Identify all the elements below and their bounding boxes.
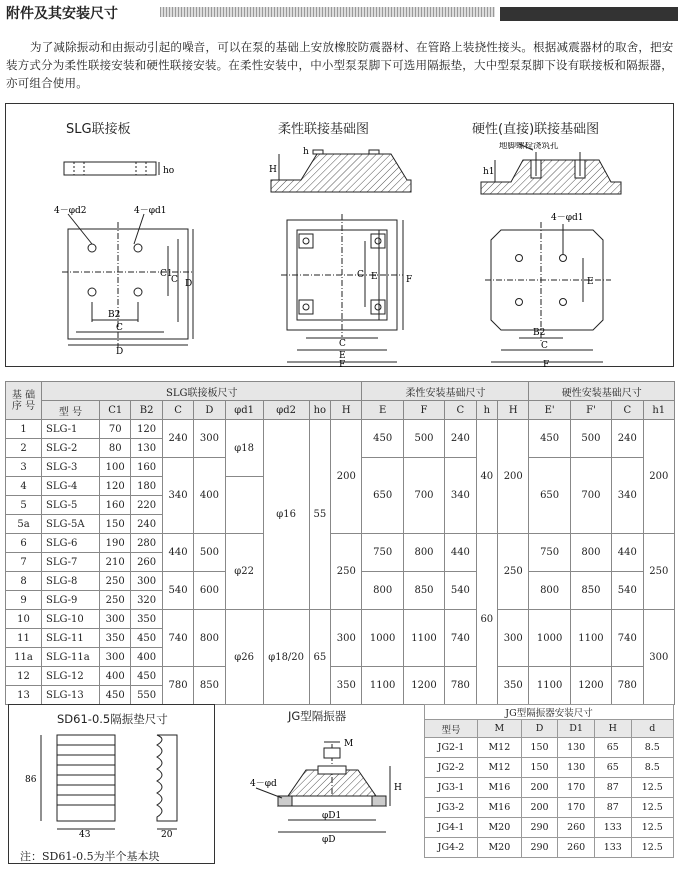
jg-cell: JG2-1 [425, 738, 478, 758]
jg-cell: JG4-1 [425, 818, 478, 838]
jg-cell: 130 [558, 758, 595, 778]
flex-f-bottom-label: F [339, 360, 346, 367]
cell-seq: 8 [6, 572, 42, 591]
cell-ff: 850 [403, 572, 444, 610]
jg-cell: 133 [594, 818, 631, 838]
jg-m-label: M [344, 739, 354, 749]
jg-cell: JG3-1 [425, 778, 478, 798]
cell-seq: 2 [6, 439, 42, 458]
sd61-h-label: 86 [25, 775, 37, 785]
cell-d: 300 [194, 420, 225, 458]
cell-rf: 850 [570, 572, 611, 610]
cell-seq: 9 [6, 591, 42, 610]
rigid-hole-label: 4－φd1 [551, 213, 584, 223]
cell-b2: 220 [131, 496, 162, 515]
jg-cell: M16 [478, 778, 522, 798]
cell-ff: 800 [403, 534, 444, 572]
cell-fe: 650 [362, 458, 403, 534]
jg-cell: 8.5 [631, 738, 673, 758]
sd61-panel [8, 704, 215, 864]
cell-rc: 240 [612, 420, 643, 458]
cell-rc: 340 [612, 458, 643, 534]
cell-model: SLG-7 [42, 553, 100, 572]
cell-fh: 350 [331, 667, 362, 705]
cell-c1: 300 [100, 610, 131, 629]
jg-cell: 8.5 [631, 758, 673, 778]
cell-c: 780 [162, 667, 193, 705]
cell-b2: 240 [131, 515, 162, 534]
table-row [425, 818, 674, 838]
cell-c1: 70 [100, 420, 131, 439]
sd61-w2-label: 20 [161, 830, 173, 837]
cell-model: SLG-11 [42, 629, 100, 648]
cell-fc: 240 [445, 420, 476, 458]
jg-d-label: φD [322, 835, 336, 845]
table-row [425, 798, 674, 818]
slg-d-label: D [185, 279, 193, 289]
jg-cell: JG4-2 [425, 838, 478, 858]
cell-model: SLG-3 [42, 458, 100, 477]
cell-re: 1000 [529, 610, 570, 667]
rigid-title: 硬性(直接)联接基础图 [472, 122, 600, 137]
cell-ho: 55 [309, 420, 330, 610]
rigid-b2-label: B2 [533, 328, 546, 338]
cell-seq: 10 [6, 610, 42, 629]
cell-seq: 1 [6, 420, 42, 439]
slg-c-bottom-label: C [116, 323, 123, 333]
sd61-w-label: 43 [79, 830, 91, 837]
jg-cell: 290 [521, 818, 558, 838]
th-c: C [162, 401, 193, 420]
cell-fc: 540 [445, 572, 476, 610]
cell-seq: 5a [6, 515, 42, 534]
jg-cell: 170 [558, 798, 595, 818]
header-decor-bar [160, 7, 495, 17]
jg-cell: 200 [521, 778, 558, 798]
jg-cell: M12 [478, 738, 522, 758]
slg-plate-drawing [46, 142, 246, 367]
slg-title: SLG联接板 [66, 122, 131, 137]
cell-rh: 200 [498, 420, 529, 534]
cell-fc: 340 [445, 458, 476, 534]
cell-model: SLG-1 [42, 420, 100, 439]
slg-hole1-label: 4－φd1 [134, 206, 167, 216]
cell-model: SLG-9 [42, 591, 100, 610]
th-slg: SLG联接板尺寸 [42, 382, 362, 401]
section-title: 附件及其安装尺寸 [6, 6, 118, 22]
th-model: 型 号 [42, 401, 100, 420]
flex-title: 柔性联接基础图 [278, 122, 370, 137]
cell-fh: 200 [331, 420, 362, 534]
th-fc: C [445, 401, 476, 420]
jg-col-m: M [478, 720, 522, 738]
th-flex: 柔性安装基础尺寸 [362, 382, 529, 401]
cell-h: 40 [476, 420, 497, 534]
cell-h1: 200 [643, 420, 674, 534]
slg-b2-label: B2 [108, 310, 121, 320]
cell-d: 500 [194, 534, 225, 572]
jg-cell: 260 [558, 818, 595, 838]
jg-cell: 260 [558, 838, 595, 858]
slg-c-label: C [171, 275, 178, 285]
rigid-note-label: 地脚螺栓浇筑孔 [499, 142, 559, 151]
table-row [425, 738, 674, 758]
cell-d2: φ18/20 [263, 610, 309, 705]
cell-fe: 1100 [362, 667, 403, 705]
cell-seq: 11a [6, 648, 42, 667]
th-re: E' [529, 401, 570, 420]
sd61-drawing [19, 727, 209, 837]
cell-fe: 1000 [362, 610, 403, 667]
cell-fh: 250 [331, 534, 362, 610]
cell-fe: 800 [362, 572, 403, 610]
rigid-c-label: C [541, 341, 548, 351]
cell-fe: 750 [362, 534, 403, 572]
jg-h-label: H [394, 783, 402, 793]
cell-seq: 4 [6, 477, 42, 496]
flex-e-label: E [371, 272, 378, 282]
cell-b2: 400 [131, 648, 162, 667]
cell-b2: 450 [131, 667, 162, 686]
cell-model: SLG-5 [42, 496, 100, 515]
cell-rf: 700 [570, 458, 611, 534]
cell-c1: 120 [100, 477, 131, 496]
sd61-title: SD61-0.5隔振垫尺寸 [57, 712, 168, 726]
cell-b2: 320 [131, 591, 162, 610]
flex-f-label: F [406, 275, 413, 285]
intro-paragraph: 为了减除振动和由振动引起的噪音，可以在泵的基础上安放橡胶防震器材、在管路上装挠性接头。根据减震器材的取舍，把安装方式分为柔性联接安装和硬性联接安装。在柔性安装中，中小型泵泵脚下可选用隔振垫，大中型泵泵脚下设有联接板和隔振器，亦可组合使用。 [6, 40, 674, 90]
table-row [6, 667, 675, 686]
cell-fc: 740 [445, 610, 476, 667]
jg-cell: 130 [558, 738, 595, 758]
th-b2: B2 [131, 401, 162, 420]
cell-seq: 5 [6, 496, 42, 515]
slg-hole2-label: 4－φd2 [54, 206, 87, 216]
table-row [6, 534, 675, 553]
cell-fh: 300 [331, 610, 362, 667]
cell-c1: 250 [100, 572, 131, 591]
flex-foundation-drawing [261, 142, 421, 367]
jg-cell: 65 [594, 758, 631, 778]
jg-cell: 133 [594, 838, 631, 858]
flex-c-label: C [357, 270, 364, 280]
slg-ho-label: ho [163, 166, 175, 176]
jg-cell: 12.5 [631, 818, 673, 838]
th-seq: 基 础 序 号 [6, 382, 42, 420]
cell-d: 850 [194, 667, 225, 705]
cell-re: 750 [529, 534, 570, 572]
th-ho: ho [309, 401, 330, 420]
jg-cell: JG3-2 [425, 798, 478, 818]
th-fh: H [331, 401, 362, 420]
table-row [6, 420, 675, 439]
table-row [425, 838, 674, 858]
cell-ff: 700 [403, 458, 444, 534]
cell-c: 340 [162, 458, 193, 534]
cell-seq: 13 [6, 686, 42, 705]
cell-c1: 80 [100, 439, 131, 458]
jg-col-hole: d [631, 720, 673, 738]
cell-c1: 150 [100, 515, 131, 534]
jg-cell: M20 [478, 838, 522, 858]
jg-cell: 87 [594, 778, 631, 798]
cell-c1: 190 [100, 534, 131, 553]
jg-cell: 65 [594, 738, 631, 758]
cell-h1: 250 [643, 534, 674, 610]
cell-re: 800 [529, 572, 570, 610]
cell-rh: 350 [498, 667, 529, 705]
jg-cell: M20 [478, 818, 522, 838]
th-d2: φd2 [263, 401, 309, 420]
cell-rf: 500 [570, 420, 611, 458]
cell-model: SLG-2 [42, 439, 100, 458]
cell-model: SLG-11a [42, 648, 100, 667]
jg-cell: 290 [521, 838, 558, 858]
cell-model: SLG-4 [42, 477, 100, 496]
jg-col-d: D [521, 720, 558, 738]
jg-cell: 12.5 [631, 838, 673, 858]
cell-model: SLG-12 [42, 667, 100, 686]
rigid-foundation-drawing [471, 142, 641, 367]
cell-rh: 250 [498, 534, 529, 610]
jg-cell: 87 [594, 798, 631, 818]
cell-h: 60 [476, 534, 497, 705]
cell-seq: 6 [6, 534, 42, 553]
th-ff: F [403, 401, 444, 420]
th-fe: E [362, 401, 403, 420]
cell-rf: 1100 [570, 610, 611, 667]
th-rh: H [498, 401, 529, 420]
th-rc: C [612, 401, 643, 420]
cell-b2: 260 [131, 553, 162, 572]
rigid-f-label: F [543, 360, 550, 367]
cell-model: SLG-13 [42, 686, 100, 705]
cell-d: 800 [194, 610, 225, 667]
cell-b2: 280 [131, 534, 162, 553]
jg-cell: M16 [478, 798, 522, 818]
th-d: D [194, 401, 225, 420]
header-dark-bar [500, 7, 678, 21]
cell-ff: 1100 [403, 610, 444, 667]
jg-cell: 200 [521, 798, 558, 818]
table-row [425, 758, 674, 778]
cell-d1: φ18 [225, 420, 263, 477]
cell-c: 740 [162, 610, 193, 667]
jg-panel [222, 704, 420, 864]
jg-title: JG型隔振器 [288, 709, 347, 723]
cell-ff: 500 [403, 420, 444, 458]
cell-c: 440 [162, 534, 193, 572]
flex-c-bottom-label: C [339, 339, 346, 349]
cell-b2: 130 [131, 439, 162, 458]
table-row [6, 610, 675, 629]
cell-model: SLG-10 [42, 610, 100, 629]
rigid-h1-label: h1 [483, 167, 495, 177]
cell-fe: 450 [362, 420, 403, 458]
jg-col-h: H [594, 720, 631, 738]
cell-seq: 11 [6, 629, 42, 648]
slg-d-bottom-label: D [116, 347, 124, 357]
section-header [0, 0, 678, 24]
cell-ff: 1200 [403, 667, 444, 705]
cell-c: 540 [162, 572, 193, 610]
cell-d1-empty [225, 477, 263, 534]
cell-rh: 300 [498, 610, 529, 667]
install-dimension-table [5, 381, 675, 705]
jg-install-table [424, 704, 674, 858]
cell-b2: 450 [131, 629, 162, 648]
flex-h-label: h [303, 147, 309, 157]
cell-re: 1100 [529, 667, 570, 705]
jg-cell: 12.5 [631, 798, 673, 818]
cell-b2: 180 [131, 477, 162, 496]
jg-cell: JG2-2 [425, 758, 478, 778]
th-c1: C1 [100, 401, 131, 420]
cell-c: 240 [162, 420, 193, 458]
jg-cell: 150 [521, 758, 558, 778]
cell-ho: 65 [309, 610, 330, 705]
cell-c1: 350 [100, 629, 131, 648]
cell-model: SLG-8 [42, 572, 100, 591]
cell-d1: φ26 [225, 610, 263, 705]
cell-c1: 400 [100, 667, 131, 686]
jg-col-d1: D1 [558, 720, 595, 738]
cell-b2: 160 [131, 458, 162, 477]
jg-cell: 12.5 [631, 778, 673, 798]
cell-d1: φ22 [225, 534, 263, 610]
cell-fc: 440 [445, 534, 476, 572]
cell-rf: 1200 [570, 667, 611, 705]
jg-isolator-drawing [226, 724, 416, 864]
cell-b2: 300 [131, 572, 162, 591]
th-h: h [476, 401, 497, 420]
cell-rc: 780 [612, 667, 643, 705]
th-rigid: 硬性安装基础尺寸 [529, 382, 675, 401]
cell-seq: 3 [6, 458, 42, 477]
cell-re: 450 [529, 420, 570, 458]
sd61-note: 注：SD61-0.5为半个基本块 [20, 850, 160, 863]
cell-d: 600 [194, 572, 225, 610]
cell-rc: 740 [612, 610, 643, 667]
rigid-e-label: E [587, 277, 594, 287]
cell-rf: 800 [570, 534, 611, 572]
cell-h1: 300 [643, 610, 674, 705]
jg-cell: M12 [478, 758, 522, 778]
cell-seq: 12 [6, 667, 42, 686]
cell-b2: 550 [131, 686, 162, 705]
cell-c1: 450 [100, 686, 131, 705]
flex-H-label: H [269, 165, 277, 175]
th-rf: F' [570, 401, 611, 420]
jg-cell: 170 [558, 778, 595, 798]
cell-fc: 780 [445, 667, 476, 705]
cell-rc: 540 [612, 572, 643, 610]
cell-re: 650 [529, 458, 570, 534]
table-row [425, 778, 674, 798]
cell-d: 400 [194, 458, 225, 534]
jg-table-title: JG型隔振器安装尺寸 [425, 705, 674, 720]
cell-model: SLG-5A [42, 515, 100, 534]
cell-c1: 300 [100, 648, 131, 667]
cell-b2: 120 [131, 420, 162, 439]
cell-seq: 7 [6, 553, 42, 572]
flex-e-bottom-label: E [339, 351, 346, 361]
jg-d1-label: φD1 [322, 811, 342, 821]
th-h1: h1 [643, 401, 674, 420]
cell-d2: φ16 [263, 420, 309, 610]
cell-c1: 210 [100, 553, 131, 572]
cell-c1: 250 [100, 591, 131, 610]
cell-model: SLG-6 [42, 534, 100, 553]
cell-c1: 100 [100, 458, 131, 477]
jg-cell: 150 [521, 738, 558, 758]
cell-b2: 350 [131, 610, 162, 629]
slg-c1-label: C1 [160, 269, 173, 279]
cell-rc: 440 [612, 534, 643, 572]
diagrams-panel [5, 103, 674, 367]
jg-hole-label: 4－φd [250, 779, 277, 789]
cell-c1: 160 [100, 496, 131, 515]
th-d1: φd1 [225, 401, 263, 420]
jg-col-model: 型号 [425, 720, 478, 738]
